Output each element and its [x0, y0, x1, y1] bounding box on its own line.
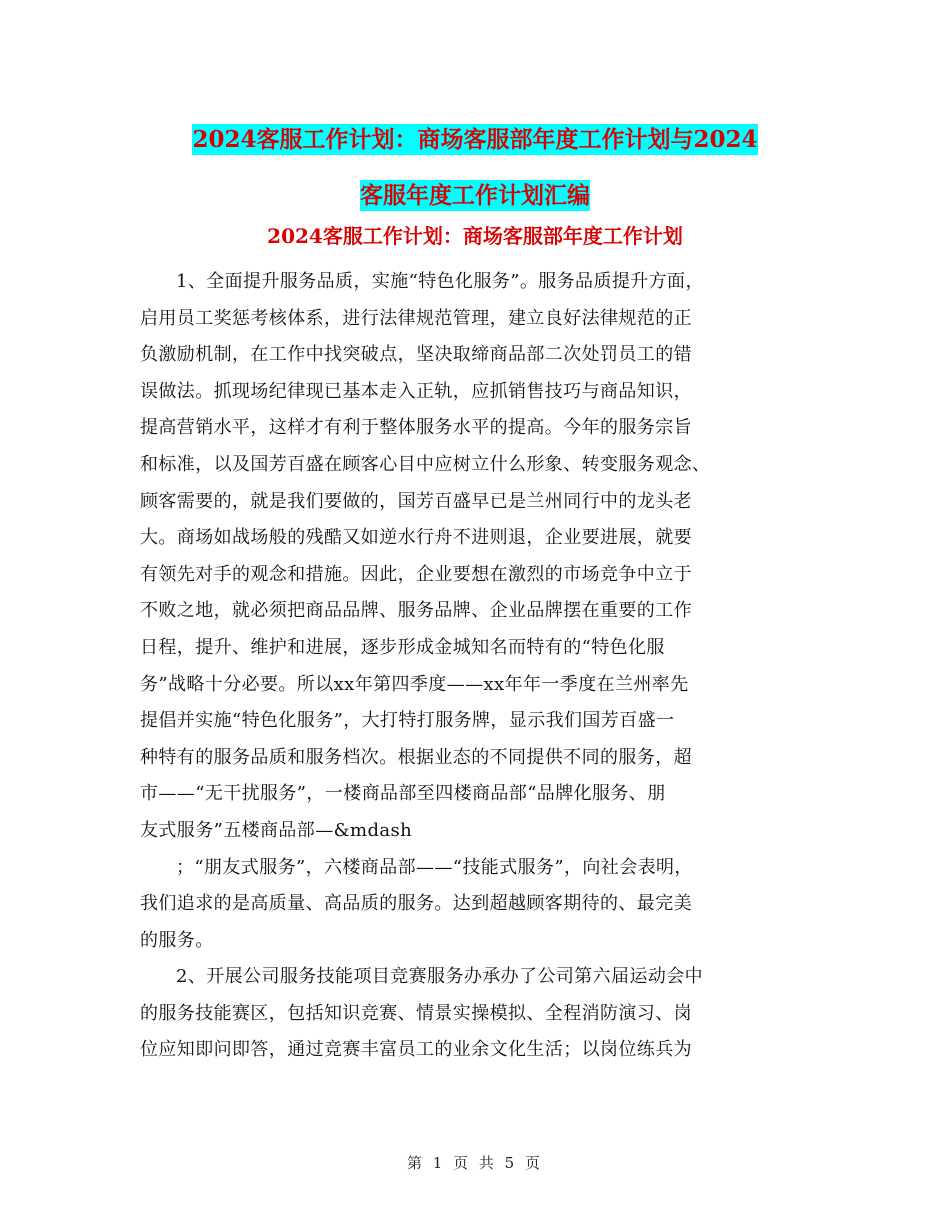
text-line: ；“朋友式服务”，六楼商品部——“技能式服务”，向社会表明， — [176, 856, 693, 878]
section-title: 2024客服工作计划：商场客服部年度工作计划 — [267, 224, 683, 248]
title-line-1: 2024客服工作计划：商场客服部年度工作计划与2024 — [192, 126, 758, 153]
text-line: 市——“无干扰服务”，一楼商品部至四楼商品部“品牌化服务、朋 — [140, 783, 666, 805]
text-line: 位应知即问即答，通过竞赛丰富员工的业余文化生活；以岗位练兵为 — [140, 1039, 692, 1061]
title-line-2: 客服年度工作计划汇编 — [360, 182, 590, 209]
text-line: 我们追求的是高质量、高品质的服务。达到超越顾客期待的、最完美 — [140, 893, 692, 915]
text-line: 1、全面提升服务品质，实施“特色化服务”。服务品质提升方面， — [176, 271, 704, 292]
text-line: 负激励机制，在工作中找突破点，坚决取缔商品部二次处罚员工的错 — [140, 344, 692, 366]
text-line: 误做法。抓现场纪律现已基本走入正轨，应抓销售技巧与商品知识， — [140, 380, 692, 402]
text-line: 不败之地，就必须把商品品牌、服务品牌、企业品牌摆在重要的工作 — [140, 600, 692, 622]
page-footer: 第 1 页 共 5 页 — [407, 1154, 543, 1172]
text-line: 提倡并实施“特色化服务”，大打特打服务牌，显示我们国芳百盛一 — [140, 710, 675, 732]
text-line: 启用员工奖惩考核体系，进行法律规范管理，建立良好法律规范的正 — [140, 307, 692, 329]
text-line: 种特有的服务品质和服务档次。根据业态的不同提供不同的服务，超 — [140, 746, 692, 768]
text-line: 日程，提升、维护和进展，逐步形成金城知名而特有的“特色化服 — [140, 636, 665, 658]
text-line: 有领先对手的观念和措施。因此，企业要想在激烈的市场竞争中立于 — [140, 563, 692, 585]
text-line: 务”战略十分必要。所以xx年第四季度——xx年年一季度在兰州率先 — [140, 673, 689, 695]
text-line: 2、开展公司服务技能项目竞赛服务办承办了公司第六届运动会中 — [176, 966, 704, 988]
text-line: 的服务技能赛区，包括知识竞赛、情景实操模拟、全程消防演习、岗 — [140, 1002, 692, 1024]
document-title — [100, 112, 850, 224]
text-line: 提高营销水平，这样才有利于整体服务水平的提高。今年的服务宗旨 — [140, 417, 692, 439]
text-line: 的服务。 — [140, 929, 214, 951]
body-text — [140, 264, 820, 1069]
text-line: 和标准，以及国芳百盛在顾客心目中应树立什么形象、转变服务观念、 — [140, 453, 711, 475]
text-line: 顾客需要的，就是我们要做的，国芳百盛早已是兰州同行中的龙头老 — [140, 490, 692, 512]
text-line: 大。商场如战场般的残酷又如逆水行舟不进则退，企业要进展，就要 — [140, 527, 692, 549]
text-line: 友式服务”五楼商品部—&mdash — [140, 819, 413, 841]
